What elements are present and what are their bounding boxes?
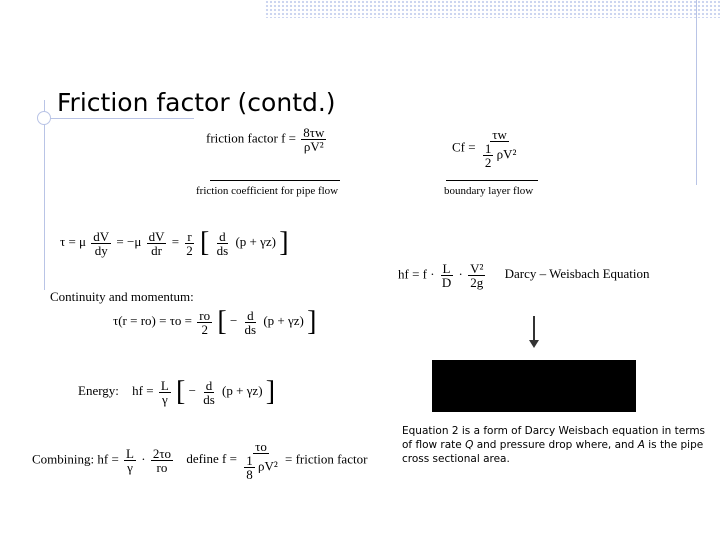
eighth-num: 1: [246, 453, 253, 468]
friction-factor-caption: friction coefficient for pipe flow: [196, 185, 339, 197]
combining-frac-3-den: [242, 454, 280, 481]
continuity-left-bracket: [: [217, 306, 227, 337]
shear-frac-4: [215, 230, 231, 257]
friction-factor-lhs: friction factor f =: [206, 130, 296, 146]
darcy-equation-name: Darcy – Weisbach Equation: [504, 266, 650, 282]
equation-note: [402, 424, 712, 466]
skin-friction-caption: boundary layer flow: [444, 185, 534, 197]
shear-frac-3-num: r: [187, 228, 192, 244]
half-fraction: [483, 142, 494, 169]
continuity-frac-1-num: ro: [199, 307, 211, 323]
note-a: A: [637, 439, 645, 451]
continuity-label: Continuity and momentum:: [50, 289, 194, 304]
shear-frac-3-den: 2: [186, 242, 193, 258]
friction-factor-underline: [210, 180, 340, 181]
energy-tail: (p + γz): [222, 382, 263, 398]
combining-frac-1-den: γ: [127, 460, 133, 475]
friction-factor-fraction: [301, 126, 326, 153]
combining-equation: Combining: hf = $\frac{L}{\gamma}$ · $\frac{2\tau o}{ro}$ define f = τo $\frac{1}{8}$ ρV² = friction factor: [32, 439, 368, 482]
combining-frac-2: [151, 447, 173, 474]
energy-frac-1: [159, 379, 171, 406]
continuity-equation: τ(r = ro) = τo = $\frac{ro}{2}$ [ − $\frac{d}{ds}$ (p + γz) ]: [113, 306, 317, 337]
skin-friction-underline: [446, 180, 538, 181]
note-part-1: Equation 2 is a form of Darcy Weisbach equation in terms of flow rate: [402, 425, 706, 451]
shear-tail: (p + γz): [235, 233, 276, 249]
darcy-frac-2-den: 2g: [470, 275, 484, 290]
shear-frac-3: [184, 230, 195, 257]
shear-frac-2-den: dr: [151, 242, 162, 258]
shear-lhs: τ = μ: [60, 233, 87, 249]
darcy-lhs: hf = f ·: [398, 266, 435, 282]
note-q: Q: [465, 439, 474, 451]
shear-frac-1: [91, 230, 111, 257]
energy-equation: Energy: hf = $\frac{L}{\gamma}$ [ − $\frac{d}{ds}$ (p + γz) ]: [78, 376, 276, 407]
down-arrow-icon: [529, 340, 539, 348]
down-arrow-shaft: [533, 316, 535, 342]
shear-stress-equation: [60, 229, 289, 257]
continuity-frac-2-num: d: [247, 307, 254, 323]
combining-frac-3: [242, 440, 280, 481]
darcy-frac-2: [468, 262, 485, 289]
friction-factor-equation: [206, 126, 328, 153]
energy-frac-2-den: ds: [203, 391, 215, 407]
darcy-frac-2-num: V²: [470, 261, 484, 276]
skin-friction-equation: [452, 128, 520, 169]
combining-frac-1-num: L: [126, 446, 134, 461]
redacted-equation-box: [432, 360, 636, 412]
combining-frac-2-num: 2τo: [152, 446, 172, 461]
darcy-frac-1: [440, 262, 453, 289]
shear-frac-4-num: d: [219, 228, 226, 244]
continuity-right-bracket: ]: [307, 306, 317, 337]
darcy-frac-1-den: D: [441, 275, 452, 290]
skin-friction-denominator-rest: ρV²: [496, 146, 517, 162]
continuity-lhs: τ(r = ro) = τo =: [113, 312, 193, 328]
shear-frac-2: [147, 230, 167, 257]
energy-label: Energy:: [78, 382, 119, 398]
darcy-frac-1-num: L: [442, 261, 451, 276]
combining-label: Combining: hf =: [32, 451, 119, 467]
eighth-fraction: [244, 454, 255, 481]
combining-tail: = friction factor: [285, 451, 368, 467]
combining-frac-3-rest: ρV²: [257, 458, 278, 474]
left-bracket: [: [200, 227, 210, 258]
slide-title: Friction factor (contd.): [57, 88, 336, 117]
skin-friction-denominator: [481, 142, 519, 169]
continuity-frac-2-den: ds: [244, 321, 257, 337]
decorative-dot-pattern: [265, 0, 720, 18]
skin-friction-numerator: τw: [492, 127, 507, 142]
continuity-tail: (p + γz): [263, 312, 304, 328]
shear-frac-1-den: dy: [94, 242, 108, 258]
right-bracket: ]: [279, 227, 289, 258]
energy-frac-1-num: L: [160, 377, 169, 393]
skin-friction-lhs: Cf =: [452, 139, 476, 155]
shear-equals: =: [171, 233, 180, 249]
note-part-2: and pressure drop where, and: [473, 439, 638, 451]
combining-frac-1: [124, 447, 136, 474]
decorative-circle: [37, 111, 51, 125]
decorative-vertical-line: [696, 0, 697, 185]
energy-frac-1-den: γ: [161, 391, 168, 407]
shear-frac-2-num: dV: [148, 228, 165, 244]
half-denominator: 2: [484, 155, 492, 170]
energy-lhs: hf =: [132, 382, 154, 398]
note-part-3: is the pipe cross sectional area.: [402, 439, 704, 465]
shear-mid: = −μ: [116, 233, 142, 249]
darcy-weisbach-equation: hf = f · $\frac{L}{D}$ · $\frac{\text{V²}}{2g}$ Darcy – Weisbach Equation: [398, 261, 650, 290]
energy-right-bracket: ]: [265, 376, 276, 407]
decorative-left-line: [44, 100, 45, 290]
energy-left-bracket: [: [176, 376, 186, 407]
shear-frac-1-num: dV: [93, 228, 110, 244]
continuity-frac-1-den: 2: [201, 321, 208, 337]
continuity-frac-1: [197, 309, 212, 336]
energy-frac-2: [201, 379, 217, 406]
half-numerator: 1: [484, 141, 492, 156]
friction-factor-denominator: ρV²: [303, 139, 324, 154]
skin-friction-fraction: [481, 128, 519, 169]
shear-frac-4-den: ds: [216, 242, 229, 258]
combining-frac-3-num: τo: [255, 439, 267, 454]
friction-factor-numerator: 8τw: [303, 125, 325, 140]
energy-frac-2-num: d: [205, 377, 213, 393]
combining-frac-2-den: ro: [156, 460, 168, 475]
eighth-den: 8: [246, 467, 253, 482]
decorative-title-underline: [44, 118, 194, 119]
combining-define: define f =: [186, 451, 237, 467]
continuity-frac-2: [243, 309, 259, 336]
